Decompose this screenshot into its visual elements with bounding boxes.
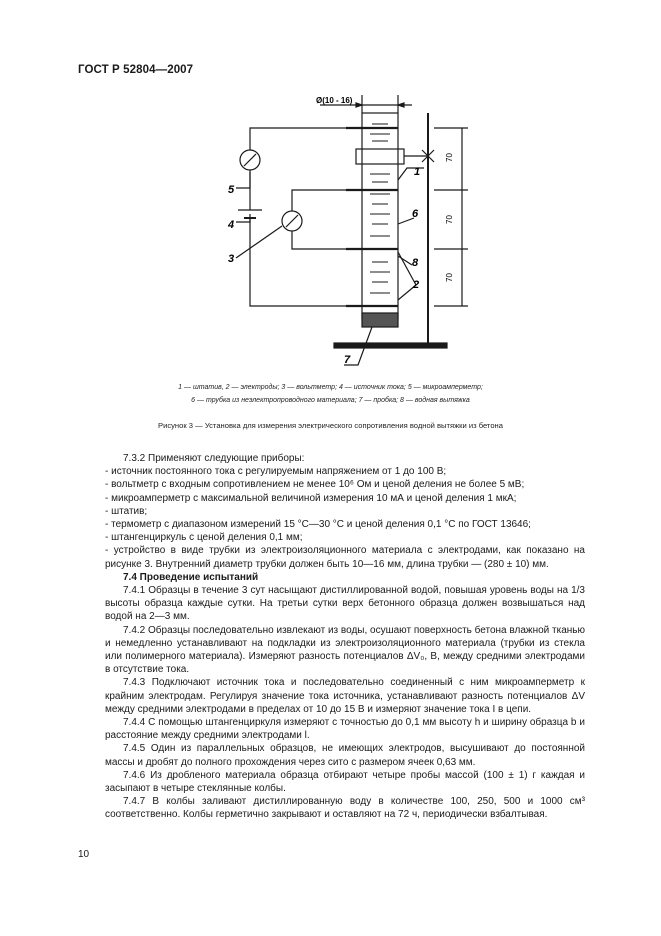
list-item: - устройство в виде трубки из электроизоляционного материала с электродами, как показано на рисунке 3. Внутренний диаметр трубки должен быть 10—16 мм, длина трубки — (280 ± 10) мм. (105, 545, 585, 570)
paragraph: 7.4.7 В колбы заливают дистиллированную воду в количестве 100, 250, 500 и 1000 см³ соответственно. Колбы герметично закрывают и оставляют на 72 ч, периодически взбалтывая. (105, 796, 585, 821)
tube (362, 113, 398, 318)
list-item: - микроамперметр с максимальной величиной измерения 10 мА и ценой деления 1 мкА; (105, 492, 517, 504)
list-item: - источник постоянного тока с регулируемым напряжением от 1 до 100 В; (105, 466, 447, 478)
figure-legend-line-1: 1 — штатив, 2 — электроды; 3 — вольтметр; 4 — источник тока; 5 — микроамперметр; (178, 384, 483, 391)
dim-label-2: 70 (445, 215, 454, 224)
document-header: ГОСТ Р 52804—2007 (78, 64, 194, 76)
list-item: - вольтметр с входным сопротивлением не менее 10⁶ Ом и ценой деления не более 5 мВ; (105, 479, 525, 491)
paragraph: 7.4.3 Подключают источник тока и последовательно соединенный с ним микроамперметр к крайним электродам. Регулируя значение тока источника, устанавливают разность потенциалов ΔV между средними электродами в пределах от 10 до 15 В и измеряют значение тока I в цепи. (105, 677, 585, 715)
voltmeter-circuit-top (292, 190, 346, 211)
paragraph: 7.4.2 Образцы последовательно извлекают из воды, осушают поверхность бетона влажной тканью и немедленно устанавливают на подкладки из электроизоляционного материала (трубки из стекла или полимерного материала). Измеряют разность потенциалов ΔV₀, В, между средними электродами в отсутствие тока. (105, 624, 585, 676)
section-heading: 7.4 Проведение испытаний (123, 571, 259, 583)
dim-label-3: 70 (445, 273, 454, 282)
figure-legend-line-2: 6 — трубка из неэлектропроводного материала; 7 — пробка; 8 — водная вытяжка (191, 397, 470, 404)
list-item: - термометр с диапазоном измерений 15 °С—30 °С и ценой деления 0,1 °С по ГОСТ 13646; (105, 519, 531, 531)
diameter-label: Ø(10 - 16) (316, 96, 353, 105)
paragraph: 7.3.2 Применяют следующие приборы: (123, 453, 305, 464)
figure-caption: Рисунок 3 — Установка для измерения электрического сопротивления водной вытяжки из бетона (158, 421, 503, 430)
stand-base (334, 343, 447, 348)
outer-circuit-top (250, 128, 346, 150)
paragraph: 7.4.6 Из дробленого материала образца отбирают четыре пробы массой (100 ± 1) г каждая и засыпают в четыре стеклянные колбы. (105, 769, 585, 795)
figure-3-apparatus-diagram (0, 0, 661, 380)
list-item: - штатив; (105, 505, 148, 517)
paragraph: 7.4.1 Образцы в течение 3 сут насыщают дистиллированной водой, повышая уровень воды на 1/3 высоты образца каждые сутки. На третьи сутки верх бетонного образца должен возвышаться над водой на 2—3 мм. (105, 585, 585, 623)
list-item: - штангенциркуль с ценой деления 0,1 мм; (105, 532, 303, 544)
outer-circuit-bottom (250, 218, 346, 306)
part-number-5: 5 (228, 184, 235, 196)
clamp (356, 149, 404, 164)
page-number: 10 (78, 849, 90, 860)
part-number-4: 4 (228, 219, 235, 231)
dim-label-1: 70 (445, 153, 454, 162)
part-number-2: 2 (413, 279, 420, 291)
stopper (362, 313, 398, 327)
part-number-7: 7 (344, 354, 351, 366)
voltmeter-circuit-bottom (292, 231, 346, 249)
body-text (105, 452, 585, 822)
part-number-3: 3 (228, 253, 235, 265)
part-number-1: 1 (414, 166, 421, 178)
part-number-8: 8 (412, 257, 419, 269)
paragraph: 7.4.4 С помощью штангенциркуля измеряют с точностью до 0,1 мм высоту h и ширину образца b и расстояние между средними электродами l. (105, 717, 585, 742)
paragraph: 7.4.5 Один из параллельных образцов, не имеющих электродов, высушивают до постоянной массы и дробят до полного прохождения через сито с размером ячеек 0,63 мм. (105, 743, 585, 768)
part-number-6: 6 (412, 208, 419, 220)
